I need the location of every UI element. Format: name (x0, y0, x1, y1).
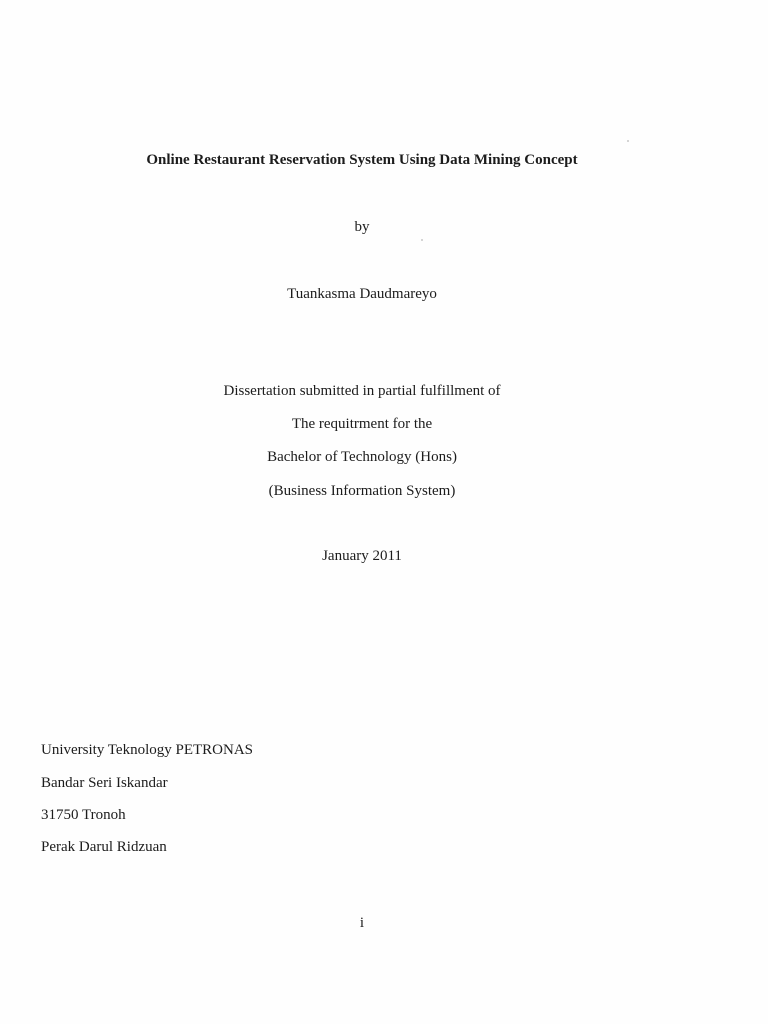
address-postcode: 31750 Tronoh (41, 807, 126, 823)
dissertation-line-1: Dissertation submitted in partial fulfillment of (223, 383, 501, 399)
address-state: Perak Darul Ridzuan (41, 839, 167, 855)
scan-speck (421, 239, 423, 241)
page-number: i (359, 915, 365, 931)
address-town: Bandar Seri Iskandar (41, 775, 168, 791)
thesis-title: Online Restaurant Reservation System Using Data Mining Concept (146, 152, 578, 168)
submission-date: January 2011 (322, 548, 402, 564)
address-university: University Teknology PETRONAS (41, 742, 254, 758)
degree-name: Bachelor of Technology (Hons) (267, 449, 457, 465)
by-line: by (354, 219, 370, 235)
author-name: Tuankasma Daudmareyo (287, 286, 437, 302)
degree-program: (Business Information System) (268, 483, 456, 499)
scan-speck (627, 140, 629, 142)
dissertation-line-2: The requitrment for the (291, 416, 433, 432)
